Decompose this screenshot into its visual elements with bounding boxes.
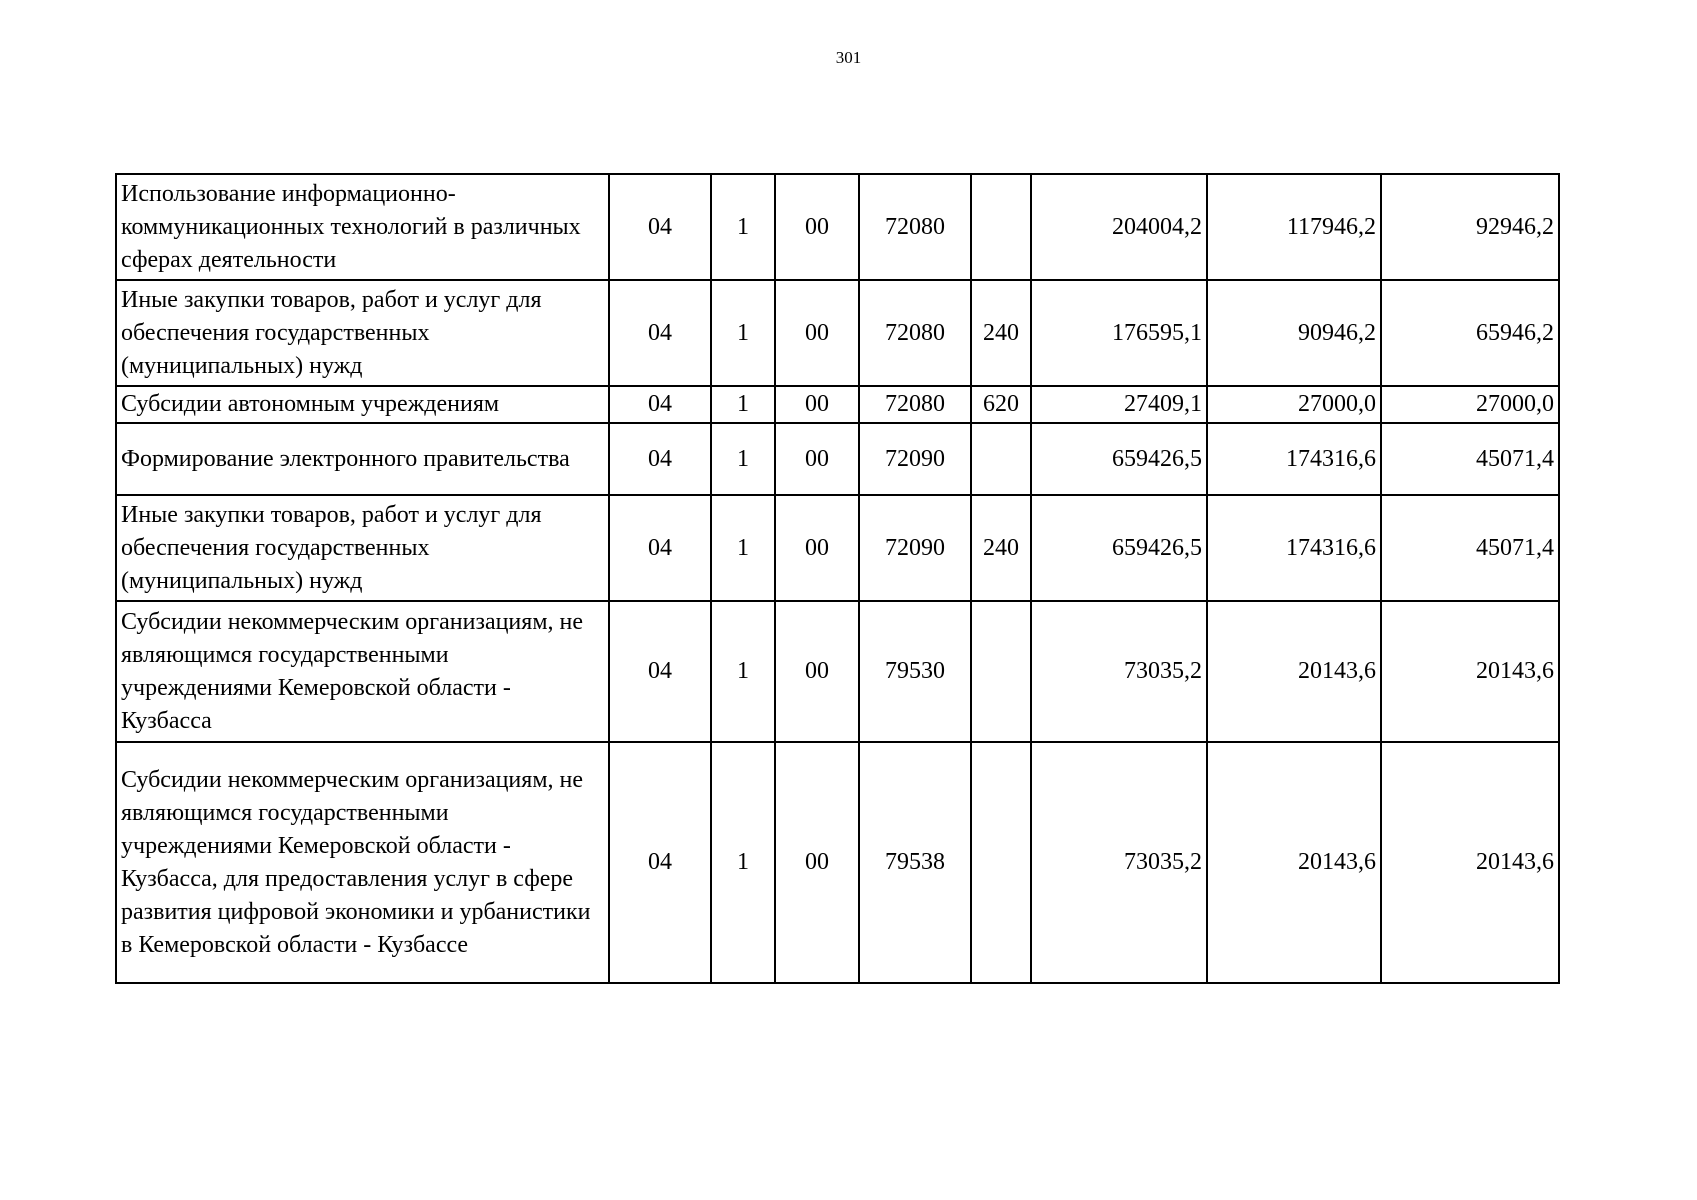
amount-1: 73035,2: [1031, 742, 1207, 983]
amount-2: 20143,6: [1207, 601, 1381, 742]
direction-code: 72090: [859, 423, 971, 495]
budget-table: [115, 173, 1560, 984]
amount-2: 174316,6: [1207, 423, 1381, 495]
amount-1: 659426,5: [1031, 495, 1207, 601]
expense-type-code: [971, 174, 1031, 280]
amount-2: 27000,0: [1207, 386, 1381, 423]
direction-code: 72080: [859, 386, 971, 423]
expense-type-code: [971, 742, 1031, 983]
page-number-text: 301: [835, 48, 862, 67]
program-code: 1: [711, 495, 775, 601]
amount-1: 73035,2: [1031, 601, 1207, 742]
direction-code: 79538: [859, 742, 971, 983]
table-row: [116, 742, 1559, 983]
section-code: 04: [609, 742, 711, 983]
program-code: 1: [711, 280, 775, 386]
expense-type-code: 620: [971, 386, 1031, 423]
section-code: 04: [609, 601, 711, 742]
expense-type-code: [971, 601, 1031, 742]
amount-1: 176595,1: [1031, 280, 1207, 386]
section-code: 04: [609, 423, 711, 495]
subprogram-code: 00: [775, 423, 859, 495]
amount-1: 204004,2: [1031, 174, 1207, 280]
direction-code: 72080: [859, 280, 971, 386]
table-row: [116, 495, 1559, 601]
expense-type-code: 240: [971, 280, 1031, 386]
section-code: 04: [609, 495, 711, 601]
row-name: Формирование электронного правительства: [116, 423, 609, 495]
table-row: [116, 423, 1559, 495]
amount-2: 20143,6: [1207, 742, 1381, 983]
row-name: Иные закупки товаров, работ и услуг для обеспечения государственных (муниципальных) нужд: [116, 495, 609, 601]
subprogram-code: 00: [775, 742, 859, 983]
amount-3: 27000,0: [1381, 386, 1559, 423]
row-name: Субсидии автономным учреждениям: [116, 386, 609, 423]
table-row: [116, 386, 1559, 423]
table-row: [116, 601, 1559, 742]
amount-3: 92946,2: [1381, 174, 1559, 280]
amount-3: 45071,4: [1381, 495, 1559, 601]
subprogram-code: 00: [775, 174, 859, 280]
amount-2: 174316,6: [1207, 495, 1381, 601]
program-code: 1: [711, 174, 775, 280]
table-row: [116, 174, 1559, 280]
expense-type-code: [971, 423, 1031, 495]
row-name: Использование информационно-коммуникационных технологий в различных сферах деятельности: [116, 174, 609, 280]
table-row: [116, 280, 1559, 386]
amount-1: 27409,1: [1031, 386, 1207, 423]
amount-1: 659426,5: [1031, 423, 1207, 495]
amount-3: 20143,6: [1381, 601, 1559, 742]
direction-code: 79530: [859, 601, 971, 742]
amount-3: 65946,2: [1381, 280, 1559, 386]
row-name: Субсидии некоммерческим организациям, не являющимся государственными учреждениями Кемеровской области - Кузбасса: [116, 601, 609, 742]
program-code: 1: [711, 742, 775, 983]
subprogram-code: 00: [775, 386, 859, 423]
subprogram-code: 00: [775, 280, 859, 386]
expense-type-code: 240: [971, 495, 1031, 601]
amount-2: 117946,2: [1207, 174, 1381, 280]
amount-2: 90946,2: [1207, 280, 1381, 386]
amount-3: 20143,6: [1381, 742, 1559, 983]
program-code: 1: [711, 601, 775, 742]
section-code: 04: [609, 386, 711, 423]
page-number: [0, 48, 1697, 68]
section-code: 04: [609, 174, 711, 280]
row-name: Иные закупки товаров, работ и услуг для обеспечения государственных (муниципальных) нужд: [116, 280, 609, 386]
amount-3: 45071,4: [1381, 423, 1559, 495]
program-code: 1: [711, 423, 775, 495]
direction-code: 72090: [859, 495, 971, 601]
subprogram-code: 00: [775, 601, 859, 742]
section-code: 04: [609, 280, 711, 386]
direction-code: 72080: [859, 174, 971, 280]
subprogram-code: 00: [775, 495, 859, 601]
row-name: Субсидии некоммерческим организациям, не являющимся государственными учреждениями Кемеровской области - Кузбасса, для предоставления услуг в сфере развития цифровой экономики и урбанистики в Кемеровской области - Кузбассе: [116, 742, 609, 983]
program-code: 1: [711, 386, 775, 423]
